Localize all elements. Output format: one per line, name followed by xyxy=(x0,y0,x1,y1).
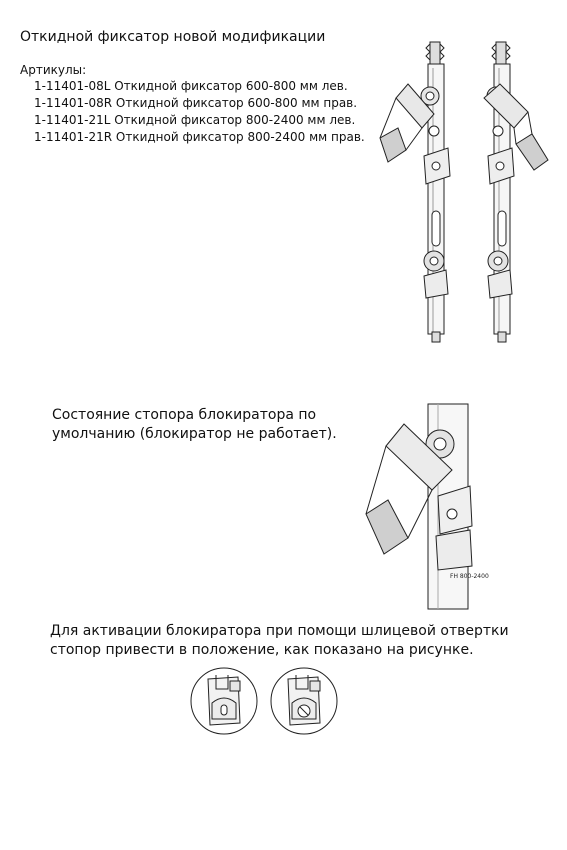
hardware-left-figure xyxy=(380,42,450,342)
blocker-detail-active-illustration xyxy=(270,667,338,735)
article-item: 1-11401-08L Откидной фиксатор 600-800 мм лев. xyxy=(34,79,348,93)
blocker-default-state-illustration xyxy=(360,404,489,609)
article-item: 1-11401-21R Откидной фиксатор 800-2400 мм прав. xyxy=(34,130,365,144)
articles-list xyxy=(34,78,365,146)
hardware-left-right-illustration xyxy=(368,36,563,348)
hardware-right-figure xyxy=(484,42,548,342)
page-title: Откидной фиксатор новой модификации xyxy=(20,29,326,45)
activation-caption: Для активации блокиратора при помощи шлицевой отвертки стопор привести в положение, как показано на рисунке. xyxy=(50,623,509,658)
article-item: 1-11401-08R Откидной фиксатор 600-800 мм прав. xyxy=(34,96,358,110)
blocker-detail-default-illustration xyxy=(190,667,258,735)
marking-label: FH 800-2400 xyxy=(450,573,489,580)
default-state-caption: Состояние стопора блокиратора по умолчанию (блокиратор не работает). xyxy=(52,407,337,442)
articles-label: Артикулы: xyxy=(20,63,87,77)
article-item: 1-11401-21L Откидной фиксатор 800-2400 мм лев. xyxy=(34,113,356,127)
